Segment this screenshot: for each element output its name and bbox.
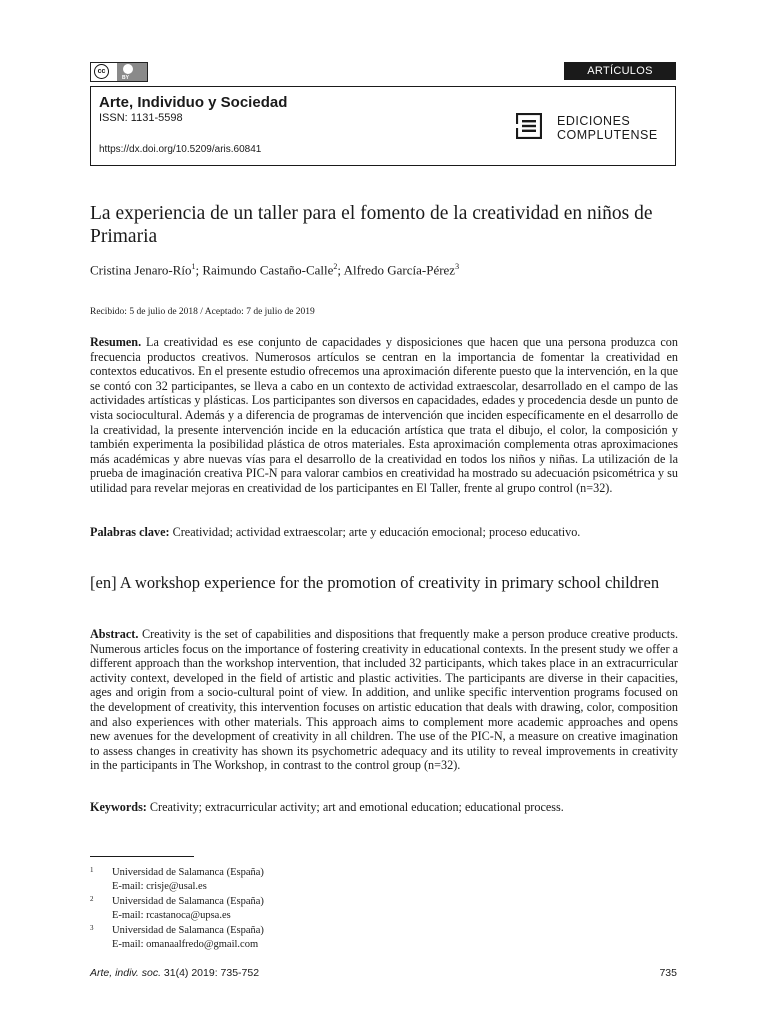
keywords-es-text: Creatividad; actividad extraescolar; arte y educación emocional; proceso educativo. [169, 525, 581, 539]
abstract-es-label: Resumen. [90, 335, 142, 349]
doi-link[interactable]: https://dx.doi.org/10.5209/aris.60841 [99, 144, 262, 155]
cc-icon-section [91, 63, 117, 81]
journal-info-box [90, 86, 676, 166]
keywords-es-label: Palabras clave: [90, 525, 170, 539]
footnote-number: 2 [90, 895, 94, 903]
author-name: Raimundo Castaño-Calle [202, 262, 334, 278]
footnote-email[interactable]: E-mail: rcastanoca@upsa.es [112, 909, 231, 921]
author-separator: ; [195, 262, 203, 278]
footnote-email[interactable]: E-mail: omanaalfredo@gmail.com [112, 938, 259, 950]
attribution-icon [123, 64, 133, 74]
keywords-en [90, 800, 678, 815]
abstract-en [90, 627, 678, 773]
author-name: Alfredo García-Pérez [343, 262, 456, 278]
footnote-affiliation: Universidad de Salamanca (España) [112, 896, 264, 907]
footnote-separator [90, 856, 194, 857]
by-label: BY [122, 75, 129, 81]
ediciones-complutense-logo-icon [516, 113, 542, 139]
abstract-es [90, 335, 678, 496]
footnote-affiliation: Universidad de Salamanca (España) [112, 867, 264, 878]
page-footer-citation [90, 967, 259, 979]
publisher-line-1: EDICIONES [557, 114, 631, 128]
publisher-name [557, 114, 658, 142]
footnote-number: 3 [90, 924, 94, 932]
keywords-en-text: Creativity; extracurricular activity; art and emotional education; educational process. [146, 800, 564, 814]
abstract-en-label: Abstract. [90, 627, 139, 641]
article-title-en: [en] A workshop experience for the promotion of creativity in primary school children [90, 573, 660, 592]
abstract-en-text: Creativity is the set of capabilities and dispositions that frequently make a person produce creative products. Numerous articles focus on the importance of fostering creativity in educational contexts. In the present study we offer a different approach than the workshop intervention, that included 32 participants, which takes place in an extracurricular activity context, developed in the field of artistic and plastic activities. The participants are diverse in their capacities, ages and origin from a socio-cultural point of view. In addition, and unlike specific intervention programs focused on the development of creativity, this intervention focuses on artistic education that deals with drawing, color, composition and also experiences with other materials. This approach aims to complement more academic approaches and opens new avenues for the development of creativity in all children. The use of the PIC-N, a measure on creative imagination to assess changes in creativity has shown its psychometric adequacy and its utility to reveal improvements in creativity in the participants in The Workshop, in contrast to the control group (n=32). [90, 627, 678, 773]
publisher-line-2: COMPLUTENSE [557, 128, 658, 142]
footnote-affiliation: Universidad de Salamanca (España) [112, 925, 264, 936]
by-icon-section [117, 63, 147, 81]
author-affiliation-ref[interactable]: 1 [191, 262, 196, 271]
page-number: 735 [659, 967, 677, 979]
received-accepted-dates: Recibido: 5 de julio de 2018 / Aceptado: 7 de julio de 2019 [90, 307, 315, 317]
cc-icon: cc [94, 64, 109, 79]
cc-by-license-badge [90, 62, 148, 82]
author-affiliation-ref[interactable]: 3 [455, 262, 460, 271]
footnote-email[interactable]: E-mail: crisje@usal.es [112, 880, 207, 892]
author-separator: ; [337, 262, 344, 278]
article-title-es: La experiencia de un taller para el fomento de la creatividad en niños de Primaria [90, 203, 653, 247]
journal-title: Arte, Individuo y Sociedad [99, 94, 288, 111]
keywords-en-label: Keywords: [90, 800, 147, 814]
journal-abbreviation: Arte, indiv. soc. [90, 967, 161, 979]
footnote-number: 1 [90, 866, 94, 874]
section-tag: ARTÍCULOS [564, 62, 676, 80]
author-name: Cristina Jenaro-Río [90, 262, 192, 278]
author-list [90, 262, 459, 278]
abstract-es-text: La creatividad es ese conjunto de capacidades y disposiciones que hacen que una persona produzca con frecuencia productos creativos. Numerosos artículos se centran en la importancia de fomentar la creatividad en contextos educativos. En el presente estudio ofrecemos una aproximación diferente puesto que la intervención, en la que se contó con 32 participantes, se lleva a cabo en un contexto de actividad extraescolar, desarrollado en el campo de las actividades artísticas y plásticas. Los participantes son diversos en capacidades, edades y procedencia desde un punto de vista sociocultural. Además y a diferencia de programas de intervención que inciden específicamente en el desarrollo de la creatividad, la presente intervención incide en la educación artística que trata el dibujo, el color, la composición y también experimenta la posibilidad plástica de otros materiales. Esta aproximación complementa otras aproximaciones más académicas y abre nuevas vías para el desarrollo de la creatividad en todos los niños y niñas. La utilización de la prueba de imaginación creativa PIC-N para valorar cambios en creatividad ha mostrado su adecuación psicométrica y su utilidad para revelar mejoras en creatividad de los participantes en El Taller, frente al grupo control (n=32). [90, 335, 678, 495]
journal-issn: ISSN: 1131-5598 [99, 112, 183, 124]
author-affiliation-ref[interactable]: 2 [333, 262, 338, 271]
volume-issue-pages: 31(4) 2019: 735-752 [161, 967, 260, 979]
keywords-es [90, 525, 678, 540]
